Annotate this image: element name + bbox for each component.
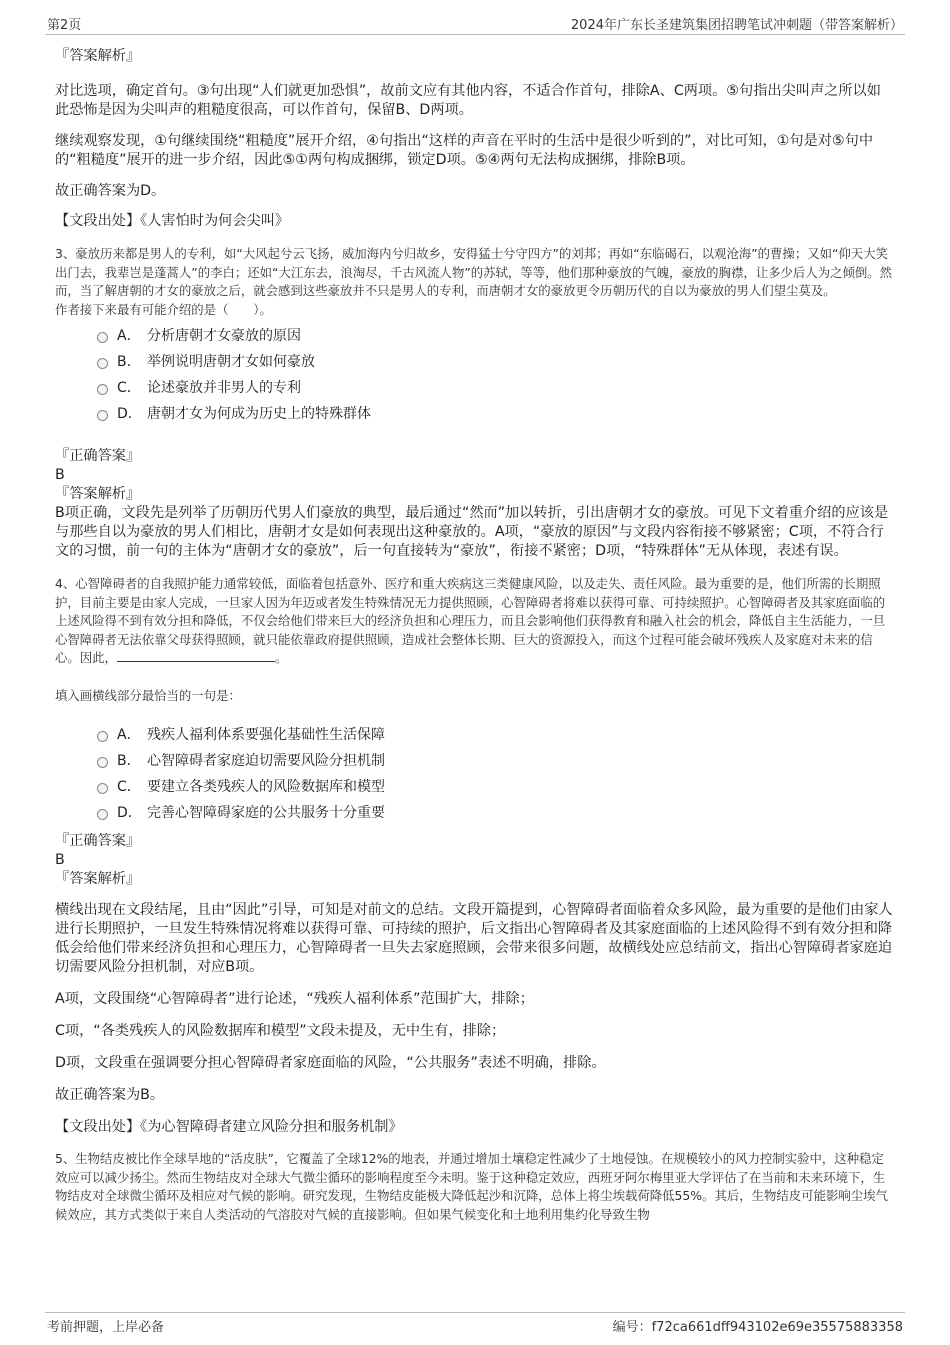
document-title: 2024年广东长圣建筑集团招聘笔试冲刺题（带答案解析） — [570, 18, 903, 33]
radio-button-icon[interactable] — [97, 410, 108, 421]
q4-conclusion: 故正确答案为B。 — [55, 1087, 165, 1103]
q2-source: 【文段出处】《人害怕时为何会尖叫》 — [55, 213, 290, 229]
q3-analysis-paragraph: B项正确，文段先是列举了历朝历代男人们豪放的典型，最后通过“然而”加以转折，引出唐朝才女的豪放。可见下文着重介绍的应该是与那些自以为豪放的男人们相比，唐朝才女是如何表现出这种豪放的。A项，“豪放的原因”与文段内容衔接不够紧密；C项，不符合行文的习惯，前一句的主体为“唐朝才女的豪放”，后一句直接转为“豪放”，衔接不紧密；D项，“特殊群体”无从体现，表述有误。 — [55, 505, 889, 559]
q3-option-a[interactable]: A． 分析唐朝才女豪放的原因 — [55, 323, 895, 349]
q4-analysis-paragraph: D项，文段重在强调要分担心智障碍者家庭面临的风险，“公共服务”表述不明确，排除。 — [55, 1055, 606, 1071]
q3-option-d[interactable]: D． 唐朝才女为何成为历史上的特殊群体 — [55, 401, 895, 427]
q4-option-a[interactable]: A． 残疾人福利体系要强化基础性生活保障 — [55, 722, 895, 748]
q2-analysis-paragraph: 继续观察发现，①句继续围绕“粗糙度”展开介绍，④句指出“这样的声音在平时的生活中是很少听到的”，对比可知，①句是对⑤句中的“粗糙度”展开的进一步介绍，因此⑤①两句构成捆绑，锁定D项。⑤④两句无法构成捆绑，排除B项。 — [55, 133, 874, 168]
page-header — [45, 10, 905, 35]
q3-question: 作者接下来最有可能介绍的是（ ）。 — [55, 301, 272, 317]
q2-analysis-label: 『答案解析』 — [55, 48, 141, 64]
q4-analysis-paragraph: C项，“各类残疾人的风险数据库和模型”文段未提及，无中生有，排除； — [55, 1023, 506, 1039]
q4-analysis-label: 『答案解析』 — [55, 871, 141, 887]
q4-option-c[interactable]: C． 要建立各类残疾人的风险数据库和模型 — [55, 774, 895, 800]
q4-stem: 4、心智障碍者的自我照护能力通常较低，面临着包括意外、医疗和重大疾病这三类健康风险，以及走失、责任风险。最为重要的是，他们所需的长期照护，目前主要是由家人完成，一旦家人因为年迈或者发生特殊情况无力提供照顾，心智障碍者将难以获得可靠、可持续照护。心智障碍者及其家庭面临的上述风险得不到有效分担和降低，不仅会给他们带来巨大的经济负担和心理压力，而且会影响他们获得教育和融入社会的机会，降低自主生活能力，一旦心智障碍者无法依靠父母获得照顾，就只能依靠政府提供照顾，造成社会整体长期、巨大的资源投入，而这个过程可能会破坏残疾人及家庭对未来的信心。因此， 。 — [55, 576, 886, 665]
q3-option-c[interactable]: C． 论述豪放并非男人的专利 — [55, 375, 895, 401]
fill-in-blank-line — [117, 649, 275, 662]
q4-source: 【文段出处】《为心智障碍者建立风险分担和服务机制》 — [55, 1119, 403, 1135]
radio-button-icon[interactable] — [97, 783, 108, 794]
radio-button-icon[interactable] — [97, 731, 108, 742]
q4-option-d[interactable]: D． 完善心智障碍家庭的公共服务十分重要 — [55, 800, 895, 826]
q4-question: 填入画横线部分最恰当的一句是： — [55, 687, 241, 703]
radio-button-icon[interactable] — [97, 809, 108, 820]
q3-answer: B — [55, 467, 65, 483]
q4-answer-label: 『正确答案』 — [55, 833, 141, 849]
footer-slogan: 考前押题，上岸必备 — [47, 1320, 165, 1335]
q2-conclusion: 故正确答案为D。 — [55, 183, 166, 199]
radio-button-icon[interactable] — [97, 757, 108, 768]
radio-button-icon[interactable] — [97, 384, 108, 395]
q2-analysis-paragraph: 对比选项，确定首句。③句出现“人们就更加恐惧”，故前文应有其他内容，不适合作首句，排除A、C两项。⑤句指出尖叫声之所以如此恐怖是因为尖叫声的粗糙度很高，可以作首句，保留B、D两项。 — [55, 83, 881, 118]
radio-button-icon[interactable] — [97, 358, 108, 369]
q4-answer: B — [55, 852, 65, 868]
q4-analysis-paragraph: A项，文段围绕“心智障碍者”进行论述，“残疾人福利体系”范围扩大，排除； — [55, 991, 534, 1007]
q4-option-b[interactable]: B． 心智障碍者家庭迫切需要风险分担机制 — [55, 748, 895, 774]
q3-analysis-label: 『答案解析』 — [55, 486, 141, 502]
q4-options — [55, 722, 895, 826]
q5-stem: 5、生物结皮被比作全球旱地的“活皮肤”，它覆盖了全球12%的地表，并通过增加土壤稳定性减少了土地侵蚀。在规模较小的风力控制实验中，这种稳定效应可以减少扬尘。然而生物结皮对全球大气微尘循环的影响程度至今未明。鉴于这种稳定效应，西班牙阿尔梅里亚大学评估了在当前和未来环境下，生物结皮对全球微尘循环及相应对气候的影响。研究发现，生物结皮能极大降低起沙和沉降，总体上将尘埃载荷降低55%。其后，生物结皮可能影响尘埃气候效应，其方式类似于来自人类活动的气溶胶对气候的直接影响。但如果气候变化和土地利用集约化导致生物 — [55, 1151, 888, 1222]
q3-option-b[interactable]: B． 举例说明唐朝才女如何豪放 — [55, 349, 895, 375]
q4-analysis-paragraph: 横线出现在文段结尾，且由“因此”引导，可知是对前文的总结。文段开篇提到，心智障碍者面临着众多风险，最为重要的是他们由家人进行长期照护，一旦发生特殊情况将难以获得可靠、可持续的照护，后文指出心智障碍者及其家庭面临的上述风险得不到有效分担和降低会给他们带来经济负担和心理压力，心智障碍者一旦失去家庭照顾，会带来很多问题，故横线处应总结前文，指出心智障碍者家庭迫切需要风险分担机制，对应B项。 — [55, 902, 893, 975]
q3-stem: 3、豪放历来都是男人的专利，如“大风起兮云飞扬，威加海内兮归故乡，安得猛士兮守四方”的刘邦；再如“东临碣石，以观沧海”的曹操；又如“仰天大笑出门去，我辈岂是蓬蒿人”的李白；还如“大江东去，浪淘尽，千古风流人物”的苏轼，等等，他们那种豪放的气魄，豪放的胸襟，让多少后人为之倾倒。然而，当了解唐朝的才女的豪放之后，就会感到这些豪放并不只是男人的专利，而唐朝才女的豪放更令历朝历代的自以为豪放的男人们望尘莫及。 — [55, 246, 893, 298]
document-body — [55, 44, 895, 1224]
page-number: 第2页 — [47, 18, 82, 33]
q3-options — [55, 323, 895, 427]
radio-button-icon[interactable] — [97, 332, 108, 343]
page-footer — [45, 1312, 905, 1337]
document-id: 编号：f72ca661dff943102e69e35575883358 — [612, 1320, 903, 1335]
q3-answer-label: 『正确答案』 — [55, 448, 141, 464]
